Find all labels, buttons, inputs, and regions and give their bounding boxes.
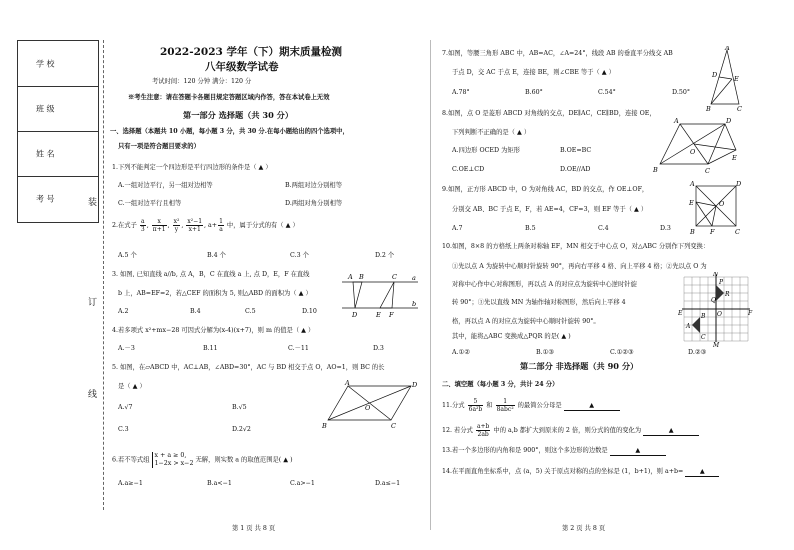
- q8-label-b: B: [653, 166, 658, 174]
- q9-label-f: F: [710, 228, 715, 236]
- page-1-footer: 第 1 页 共 8 页: [232, 525, 276, 532]
- q1-option-c: C.一组对边平行且相等: [118, 200, 182, 207]
- q3-label-f-point: F: [389, 311, 394, 319]
- q14-stem: [442, 468, 719, 477]
- fill-in-section-title: 二、填空题（每小题 3 分，共计 24 分）: [442, 381, 559, 388]
- q2-frac-2: [152, 218, 167, 233]
- q3-triangle-cef: [380, 282, 394, 308]
- q9-option-a: A.7: [452, 225, 463, 232]
- q3-triangle-abd: [353, 282, 362, 308]
- q5-label-c: C: [391, 422, 396, 430]
- q10-line-5: 格，再以点 A 的对应点为旋转中心顺时针旋转 90°。: [452, 318, 600, 325]
- q4-option-b: B.11: [203, 345, 218, 352]
- q11-frac-2-den: 8abc²: [496, 406, 514, 413]
- q7-option-c: C.54°: [598, 89, 616, 96]
- q4-option-c: C.－11: [288, 345, 309, 352]
- q3-label-a-point: A: [348, 273, 353, 281]
- q14-answer-blank[interactable]: ▲: [685, 468, 719, 477]
- q1-stem: 1.下列不能判定一个四边形是平行四边形的条件是（ ▲ ）: [112, 164, 272, 171]
- q11-frac-1-den: 6a²b: [468, 406, 483, 413]
- q7-label-d: D: [712, 71, 718, 79]
- q3-label-line-a: a: [412, 274, 416, 282]
- q6-system-line-2: 1−2x > x−2: [154, 460, 194, 467]
- q2-option-d: D.2 个: [375, 252, 395, 259]
- q2-frac-3: [173, 218, 181, 233]
- part1-instruction-1: 一、选择题（本题共 10 小题，每小题 3 分，共 30 分.在每小题给出的四个选项中，: [110, 128, 349, 135]
- q5-label-o: O: [365, 404, 371, 412]
- q10-option-a: A.①②: [452, 349, 470, 356]
- q4-option-a: A.－3: [118, 345, 135, 352]
- q8-label-o: O: [690, 148, 696, 156]
- q2-option-b: B.4 个: [207, 252, 226, 259]
- q3-label-e-point: E: [376, 311, 381, 319]
- q5-label-a: A: [345, 380, 350, 387]
- q3-label-b-point: B: [359, 273, 364, 281]
- q12-answer-blank[interactable]: ▲: [643, 427, 699, 436]
- class-field: [18, 86, 98, 132]
- q5-diagonal-bd: [328, 386, 411, 420]
- q5-label-b: B: [322, 422, 327, 430]
- q5-option-c: C.3: [118, 426, 129, 433]
- q11-stem: [442, 398, 620, 413]
- q6-option-d: D.a≤−1: [375, 480, 401, 487]
- q10-label-n: N: [713, 272, 719, 278]
- q14-text: 14.在平面直角坐标系中，点 (a，5) 关于原点对称的点的坐标是 (1，b+1)，则 a+b=: [442, 468, 684, 475]
- q5-line-1: 5. 如图，在▱ABCD 中，AC⊥AB，∠ABD=30°，AC 与 BD 相交于点 O，AO=1，则 BC 的长: [112, 364, 385, 371]
- q9-label-b: B: [690, 228, 695, 236]
- q2-frac-3-num: x²: [173, 218, 180, 225]
- q2-frac-4-den: x+1: [188, 226, 201, 233]
- q9-line-2: 分别交 AB、BC 于点 E，F，若 AE=4，CF=3，则 EF 等于（ ▲ ）: [452, 206, 648, 213]
- q10-line-2: ①先以点 A 为旋转中心顺时针旋转 90°，再向右平移 4 格、向上平移 4 格；②先以点 O 为: [452, 263, 707, 270]
- q4-stem: 4.若多项式 x²+mx−28 可因式分解为(x-4)(x+7)，则 m 的值是（ ▲ ）: [112, 327, 315, 334]
- q2-frac-4-num: x²−1: [187, 218, 203, 225]
- binding-char-zhuang: 装: [88, 193, 97, 210]
- q11-mid: 和: [486, 402, 493, 409]
- q10-triangle-pqr: [716, 285, 724, 301]
- exam-number-field: [18, 176, 98, 221]
- q7-line-1: 7.如图，等腰三角形 ABC 中，AB=AC，∠A=24°，线段 AB 的垂直平分线交 AB: [442, 50, 673, 57]
- exam-notice: ※考生注意：请在答题卡各题目规定答题区域内作答，答在本试卷上无效: [128, 94, 330, 101]
- q5-option-b: B.√5: [232, 404, 247, 411]
- q2-frac-3-den: y: [174, 226, 179, 233]
- name-field: [18, 131, 98, 177]
- q10-label-a: A: [686, 323, 691, 330]
- q11-answer-blank[interactable]: ▲: [564, 402, 620, 411]
- q11-suffix: 的最简公分母是: [517, 402, 562, 409]
- q6-prefix: 6.若不等式组: [112, 456, 150, 464]
- q3-option-c: C.5: [245, 308, 256, 315]
- q8-option-d: D.OE//AD: [560, 166, 591, 173]
- q10-line-4: 转 90°；③先以直线 MN 为轴作轴对称图形，然后向上平移 4: [452, 299, 626, 306]
- q12-stem: [442, 423, 699, 438]
- q10-label-p: P: [719, 279, 724, 286]
- q7-label-c: C: [737, 105, 742, 112]
- q9-line-1: 9.如图，正方形 ABCD 中，O 为对角线 AC，BD 的交点，作 OE⊥OF，: [442, 186, 649, 193]
- q2-stem: 2.在式子 $\frac{a}{3}$ , $\frac{x}{\pi+1}$ , $\frac{\text{x²}}{y}$ , $\frac{\text{x²−1}}{x+1}$ , a+ $\frac{1}{a}$ 中，属于分式的有（ ▲ ）: [112, 218, 299, 233]
- q6-system: [152, 452, 194, 468]
- part2-title: 第二部分 非选择题（共 90 分）: [520, 361, 639, 371]
- q6-option-a: A.a≥−1: [118, 480, 143, 487]
- q7-figure: [705, 46, 745, 112]
- exam-subtitle: 八年级数学试卷: [205, 61, 279, 73]
- class-label: 班 级: [36, 104, 55, 113]
- q6-stem: [112, 452, 293, 468]
- q9-option-c: C.4: [598, 225, 609, 232]
- q2-frac-2-den: π+1: [152, 226, 166, 233]
- q9-label-o: O: [719, 200, 725, 208]
- q3-figure: [340, 272, 420, 320]
- q11-frac-2: [496, 398, 515, 413]
- q10-label-f: F: [748, 310, 753, 317]
- q2-term-a: a+: [208, 222, 218, 229]
- q8-label-c: C: [705, 167, 710, 175]
- q9-segment-ef: [696, 202, 712, 226]
- q8-option-c: C.OE⊥CD: [452, 166, 485, 173]
- q3-label-c-point: C: [392, 273, 397, 281]
- q8-line-1: 8.如图，点 O 是菱形 ABCD 对角线的交点，DE∥AC，CE∥BD，连接 OE，: [442, 110, 656, 117]
- q12-frac: [476, 423, 490, 438]
- q7-line-2: 于点 D，交 AC 于点 E，连接 BE，则∠CBE 等于（ ▲ ）: [452, 69, 615, 76]
- q7-perpendicular-bisector: [719, 77, 732, 79]
- q2-option-a: A.5 个: [118, 252, 137, 259]
- q6-option-b: B.a<−1: [207, 480, 232, 487]
- q12-suffix: 中的 a,b 都扩大到原来的 2 倍，则分式的值的变化为: [493, 427, 642, 434]
- q3-line-2: b 上，AB=EF=2，若△CEF 的面积为 5, 则△ABD 的面积为（ ▲ ）: [118, 290, 312, 297]
- part1-instruction-2: 只有一项是符合题目要求的）: [118, 143, 200, 150]
- q9-figure: [688, 180, 742, 236]
- page-2-footer: 第 2 页 共 8 页: [562, 525, 606, 532]
- q3-option-b: B.4: [190, 308, 201, 315]
- q10-label-b: B: [701, 313, 706, 320]
- exam-number-label: 考 号: [36, 194, 55, 203]
- q10-label-m: M: [713, 342, 720, 348]
- q2-frac-2-num: x: [152, 218, 167, 226]
- binding-line: [103, 40, 104, 510]
- q8-segment-oe: [694, 144, 736, 150]
- column-divider: [430, 40, 431, 530]
- q8-figure: [650, 114, 740, 176]
- part1-title: 第一部分 选择题（共 30 分）: [183, 110, 294, 120]
- q7-option-a: A.78°: [452, 89, 470, 96]
- q1-option-a: A.一组对边平行，另一组对边相等: [118, 182, 213, 189]
- school-field: [18, 41, 98, 87]
- q10-option-c: C.①②③: [610, 349, 634, 356]
- binding-char-ding: 订: [88, 293, 97, 310]
- q10-option-d: D.②③: [688, 349, 707, 356]
- q10-line-1: 10.如图，8×8 的方格纸上两条对称轴 EF，MN 相交于中心点 O，对△ABC 分别作下列变换：: [442, 243, 710, 250]
- q2-frac-6-den: a: [219, 226, 223, 233]
- q11-prefix: 11.分式: [442, 402, 465, 409]
- q12-frac-num: a+b: [476, 423, 490, 430]
- q10-label-r: R: [725, 291, 730, 298]
- q2-frac-1-den: 3: [140, 226, 145, 233]
- q9-option-b: B.5: [525, 225, 536, 232]
- q12-frac-den: 2ab: [477, 431, 489, 438]
- q1-option-d: D.两组对角分别相等: [285, 200, 343, 207]
- q8-option-a: A.四边形 OCED 为矩形: [452, 147, 520, 154]
- q8-line-2: 下列判断不正确的是（ ▲ ）: [452, 129, 531, 136]
- q10-label-o: O: [717, 311, 722, 318]
- q5-option-a: A.√7: [118, 404, 133, 411]
- q7-segment-be: [711, 79, 732, 104]
- binding-char-xian: 线: [88, 385, 97, 402]
- q11-frac-1: [468, 398, 484, 413]
- student-info-table: [17, 40, 99, 223]
- q11-frac-2-num: 1: [496, 398, 515, 406]
- q10-label-e: E: [678, 310, 683, 317]
- q9-label-e: E: [689, 199, 694, 207]
- q3-line-1: 3. 如图, 已知直线 a//b, 点 A，B，C 在直线 a 上, 点 D，E，F 在直线: [112, 271, 310, 278]
- q1-option-b: B.两组对边分别相等: [285, 182, 343, 189]
- q9-label-c: C: [735, 228, 740, 236]
- q3-option-d: D.10: [302, 308, 317, 315]
- q10-label-c: C: [701, 334, 706, 341]
- q13-stem: [442, 447, 666, 456]
- q7-label-e: E: [734, 75, 739, 83]
- q13-text: 13.若一个多边形的内角和是 900°，则这个多边形的边数是: [442, 447, 608, 454]
- q2-suffix: 中，属于分式的有（ ▲ ）: [226, 222, 299, 229]
- q2-option-c: C.3 个: [290, 252, 309, 259]
- school-label: 学 校: [36, 59, 55, 68]
- q9-option-d: D.3: [660, 225, 671, 232]
- q10-line-6: 其中，能将△ABC 变换成△PQR 的是( ▲ ): [452, 333, 571, 340]
- q6-suffix: 无解，则实数 a 的取值范围是( ▲ ): [195, 456, 293, 464]
- q2-frac-1: [140, 218, 146, 233]
- q7-option-d: D.50°: [672, 89, 690, 96]
- q10-grid-figure: [678, 272, 754, 348]
- time-score: 考试时间：120 分钟 满分：120 分: [152, 78, 252, 85]
- q9-label-d: D: [736, 180, 742, 188]
- q3-label-line-b: b: [412, 300, 417, 308]
- q7-label-a: A: [725, 46, 730, 52]
- q8-label-e: E: [732, 154, 737, 162]
- q7-option-b: B.60°: [525, 89, 543, 96]
- q10-label-q: Q: [711, 297, 716, 304]
- q3-label-d-point: D: [352, 311, 358, 319]
- q8-label-d: D: [726, 117, 732, 125]
- q12-prefix: 12. 若分式: [442, 427, 473, 434]
- q5-label-d: D: [412, 381, 418, 389]
- q10-triangle-abc: [692, 317, 700, 333]
- exam-title: 2022-2023 学年（下）期末质量检测: [160, 46, 342, 58]
- q4-option-d: D.3: [373, 345, 384, 352]
- q2-prefix: 2.在式子: [112, 222, 137, 229]
- q6-system-line-1: x + a ≥ 0,: [154, 452, 187, 459]
- q6-option-c: C.a>−1: [290, 480, 315, 487]
- q8-option-b: B.OE=BC: [560, 147, 592, 154]
- q3-option-a: A.2: [118, 308, 129, 315]
- q10-line-3: 对称中心作中心对称图形，再以点 A 的对应点为旋转中心逆时针旋: [452, 281, 637, 288]
- q10-option-b: B.①③: [536, 349, 554, 356]
- q9-label-a: A: [690, 180, 695, 188]
- q2-frac-4: [186, 218, 203, 233]
- q2-frac-6: [218, 218, 224, 233]
- q11-frac-1-num: 5: [468, 398, 484, 406]
- q5-figure: [318, 380, 418, 430]
- name-label: 姓 名: [36, 149, 55, 158]
- q5-line-2: 是（ ▲ ）: [118, 383, 146, 390]
- q13-answer-blank[interactable]: ▲: [610, 447, 666, 456]
- q2-frac-6-num: 1: [219, 218, 223, 225]
- q2-frac-1-num: a: [141, 218, 145, 225]
- q7-label-b: B: [706, 105, 711, 112]
- q5-option-d: D.2√2: [232, 426, 251, 433]
- q8-label-a: A: [674, 117, 679, 125]
